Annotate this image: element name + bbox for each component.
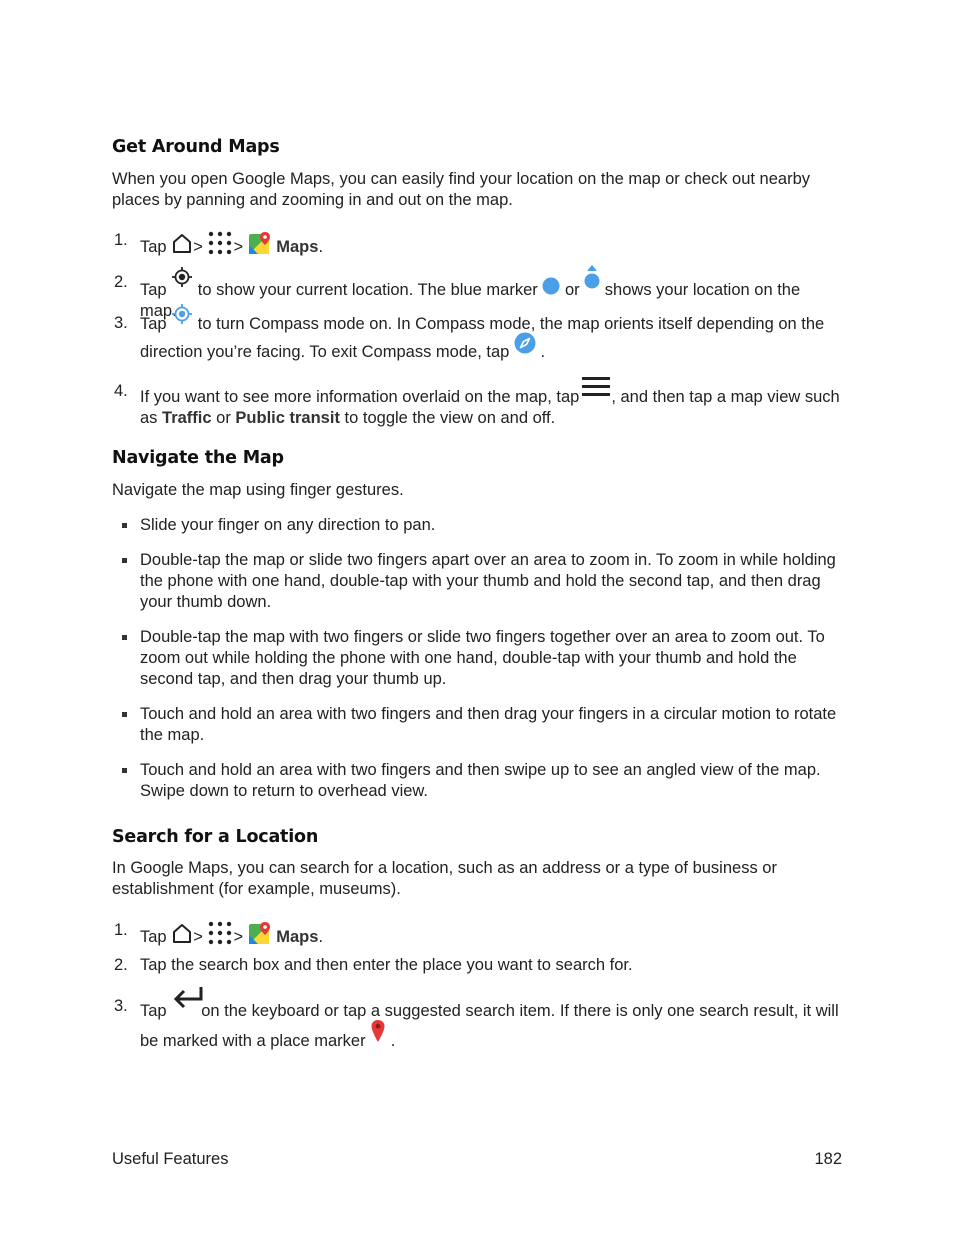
bullet-marker [122, 635, 127, 640]
step-text: , and then tap a map view such [611, 388, 840, 406]
step-number: 4. [114, 382, 128, 400]
bullet-text: Slide your finger on any direction to pan. [140, 516, 436, 534]
section-intro-search: In Google Maps, you can search for a location, such as an address or a type of business or establishment (for example, museums). [112, 859, 777, 898]
step-text: shows your location on the map. [140, 281, 801, 320]
step-text: Tap [140, 315, 167, 333]
separator: > [233, 928, 244, 946]
section-heading-navigate: Navigate the Map [112, 448, 284, 468]
step-number: 3. [114, 314, 128, 332]
step-number: 2. [114, 273, 128, 291]
step-number: 3. [114, 997, 128, 1015]
compass-icon [514, 338, 536, 360]
step-text: or [216, 409, 231, 427]
step-text: as [140, 409, 158, 427]
step-text: direction you’re facing. To exit Compass mode, tap [140, 343, 510, 361]
section-heading-get-around: Get Around Maps [112, 137, 280, 157]
step-text: Tap [140, 238, 167, 256]
step-text: to turn Compass mode on. In Compass mode, the map orients itself depending on the [197, 315, 825, 333]
blue-dot-icon [542, 280, 560, 298]
period: . [390, 1032, 396, 1050]
separator: > [233, 238, 244, 256]
step-text: to show your current location. The blue marker [197, 281, 538, 299]
page-number: 182 [814, 1150, 842, 1168]
menu-icon [581, 381, 611, 403]
separator: > [193, 928, 203, 946]
bullet-text: Touch and hold an area with two fingers and then drag your fingers in a circular motion to rotate the map. [140, 705, 837, 744]
maps-label: Maps [276, 238, 319, 256]
bullet-text: Touch and hold an area with two fingers and then swipe up to see an angled view of the map. Swipe down to return to overhead view. [140, 761, 821, 800]
step-text: Tap [140, 928, 167, 946]
separator: > [193, 238, 203, 256]
step-text: to toggle the view on and off. [344, 409, 556, 427]
enter-key-icon [171, 993, 203, 1015]
place-marker-icon [370, 1025, 386, 1047]
apps-grid-icon [207, 920, 233, 946]
section-intro-get-around: When you open Google Maps, you can easily find your location on the map or check out nearby places by panning and zooming in and out on the map. [112, 170, 810, 209]
google-maps-icon [248, 921, 272, 945]
traffic-label: Traffic [162, 409, 212, 427]
step-text: be marked with a place marker [140, 1032, 366, 1050]
step-number: 1. [114, 921, 128, 939]
section-intro-navigate: Navigate the map using finger gestures. [112, 481, 404, 499]
period: . [318, 928, 324, 946]
apps-grid-icon [207, 230, 233, 256]
bullet-text: Double-tap the map with two fingers or slide two fingers together over an area to zoom out. To zoom out while holding the phone with one hand, double-tap with your thumb and hold the second tap, and then drag your thumb up. [140, 628, 825, 688]
compass-locate-icon [171, 310, 193, 332]
bullet-marker [122, 523, 127, 528]
home-icon [171, 232, 193, 254]
footer-section-name: Useful Features [112, 1150, 229, 1168]
step-text: Tap [140, 281, 167, 299]
maps-label: Maps [276, 928, 319, 946]
blue-arrow-marker-icon [584, 272, 600, 296]
my-location-icon [171, 274, 193, 296]
public-transit-label: Public transit [235, 409, 340, 427]
bullet-marker [122, 558, 127, 563]
step-text: Tap [140, 1002, 167, 1020]
period: . [540, 343, 546, 361]
step-number: 2. [114, 956, 128, 974]
step-text: If you want to see more information overlaid on the map, tap [140, 388, 580, 406]
step-text: Tap the search box and then enter the place you want to search for. [140, 956, 633, 974]
step-number: 1. [114, 231, 128, 249]
home-icon [171, 922, 193, 944]
period: . [318, 238, 324, 256]
bullet-marker [122, 768, 127, 773]
google-maps-icon [248, 231, 272, 255]
step-text: or [564, 281, 580, 299]
step-text: on the keyboard or tap a suggested search item. If there is only one search result, it will [201, 1002, 839, 1020]
section-heading-search: Search for a Location [112, 827, 319, 847]
bullet-marker [122, 712, 127, 717]
bullet-text: Double-tap the map or slide two fingers apart over an area to zoom in. To zoom in while holding the phone with one hand, double-tap with your thumb and hold the second tap, and then drag your thumb down. [140, 551, 836, 611]
